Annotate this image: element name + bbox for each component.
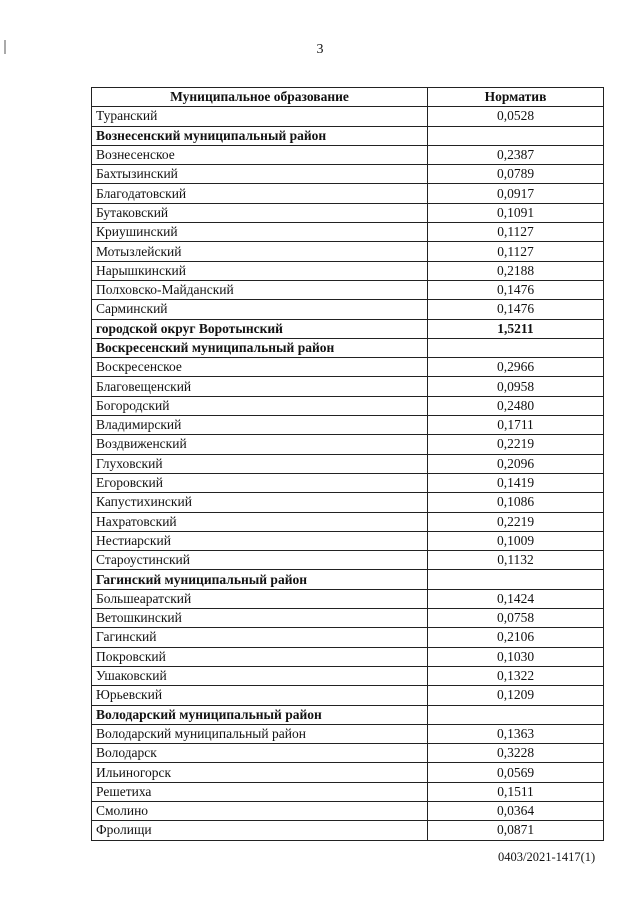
norm-value-cell: 0,2966: [428, 358, 604, 377]
norm-value-cell: 0,0528: [428, 107, 604, 126]
table-row: [92, 165, 604, 184]
norm-value-cell: 0,1030: [428, 647, 604, 666]
municipality-name-cell: Капустихинский: [92, 493, 428, 512]
table-row: [92, 416, 604, 435]
table-row: [92, 763, 604, 782]
table-section-row: [92, 570, 604, 589]
norm-value-cell: 0,2106: [428, 628, 604, 647]
norm-value-cell: 0,1424: [428, 589, 604, 608]
municipality-name-cell: Гагинский: [92, 628, 428, 647]
municipality-name-cell: Вознесенский муниципальный район: [92, 126, 428, 145]
norm-value-cell: 0,1476: [428, 280, 604, 299]
table-section-row: [92, 126, 604, 145]
norm-value-cell: 0,1363: [428, 724, 604, 743]
table-row: [92, 589, 604, 608]
norm-value-cell: 0,0917: [428, 184, 604, 203]
page-number: 3: [316, 42, 324, 57]
column-header-municipality: Муниципальное образование: [92, 88, 428, 107]
municipality-name-cell: Староустинский: [92, 551, 428, 570]
norm-value-cell: 0,0958: [428, 377, 604, 396]
table-row: [92, 686, 604, 705]
municipality-name-cell: Нестиарский: [92, 531, 428, 550]
table-row: [92, 454, 604, 473]
municipality-name-cell: Нарышкинский: [92, 261, 428, 280]
document-code: 0403/2021-1417(1): [498, 850, 596, 864]
municipality-name-cell: Бахтызинский: [92, 165, 428, 184]
table-row: [92, 512, 604, 531]
column-header-norm: Норматив: [428, 88, 604, 107]
municipality-name-cell: Вознесенское: [92, 145, 428, 164]
municipality-name-cell: Благодатовский: [92, 184, 428, 203]
municipality-name-cell: городской округ Воротынский: [92, 319, 428, 338]
table-header-row: [92, 88, 604, 107]
norm-value-cell: 0,1322: [428, 666, 604, 685]
municipality-name-cell: Сарминский: [92, 300, 428, 319]
norm-value-cell: [428, 338, 604, 357]
table-row: [92, 261, 604, 280]
table-section-row: [92, 705, 604, 724]
municipality-name-cell: Туранский: [92, 107, 428, 126]
municipality-name-cell: Володарский муниципальный район: [92, 724, 428, 743]
table-body: [92, 107, 604, 840]
table-row: [92, 744, 604, 763]
municipality-name-cell: Воздвиженский: [92, 435, 428, 454]
table-row: [92, 647, 604, 666]
municipality-name-cell: Володарский муниципальный район: [92, 705, 428, 724]
table-row: [92, 628, 604, 647]
norm-value-cell: 0,2188: [428, 261, 604, 280]
municipality-name-cell: Полховско-Майданский: [92, 280, 428, 299]
norm-value-cell: 0,1209: [428, 686, 604, 705]
table-row: [92, 203, 604, 222]
norm-value-cell: 0,2387: [428, 145, 604, 164]
table-row: [92, 551, 604, 570]
municipality-name-cell: Бутаковский: [92, 203, 428, 222]
municipality-name-cell: Криушинский: [92, 223, 428, 242]
table-row: [92, 300, 604, 319]
municipality-name-cell: Смолино: [92, 801, 428, 820]
municipality-name-cell: Гагинский муниципальный район: [92, 570, 428, 589]
norm-table: [91, 87, 604, 841]
norm-value-cell: 0,1086: [428, 493, 604, 512]
table-row: [92, 782, 604, 801]
norm-value-cell: 0,2480: [428, 396, 604, 415]
municipality-name-cell: Ветошкинский: [92, 609, 428, 628]
table-row: [92, 435, 604, 454]
table-row: [92, 666, 604, 685]
table-row: [92, 280, 604, 299]
norm-value-cell: 0,0789: [428, 165, 604, 184]
municipality-name-cell: Ильиногорск: [92, 763, 428, 782]
municipality-name-cell: Глуховский: [92, 454, 428, 473]
norm-value-cell: 0,1009: [428, 531, 604, 550]
norm-value-cell: 0,1091: [428, 203, 604, 222]
table-row: [92, 801, 604, 820]
table-row: [92, 223, 604, 242]
table-row: [92, 184, 604, 203]
norm-value-cell: 0,1132: [428, 551, 604, 570]
norm-value-cell: 0,1419: [428, 473, 604, 492]
norm-value-cell: 0,1511: [428, 782, 604, 801]
municipality-name-cell: Благовещенский: [92, 377, 428, 396]
norm-value-cell: 0,0569: [428, 763, 604, 782]
norm-value-cell: 0,3228: [428, 744, 604, 763]
table-row: [92, 609, 604, 628]
norm-value-cell: 0,0364: [428, 801, 604, 820]
municipality-name-cell: Нахратовский: [92, 512, 428, 531]
municipality-name-cell: Воскресенское: [92, 358, 428, 377]
table-section-row: [92, 319, 604, 338]
norm-value-cell: 0,1127: [428, 223, 604, 242]
municipality-name-cell: Фролищи: [92, 821, 428, 840]
municipality-name-cell: Решетиха: [92, 782, 428, 801]
municipality-name-cell: Володарск: [92, 744, 428, 763]
municipality-name-cell: Воскресенский муниципальный район: [92, 338, 428, 357]
norm-value-cell: 0,1476: [428, 300, 604, 319]
table-row: [92, 396, 604, 415]
norm-value-cell: [428, 126, 604, 145]
norm-value-cell: 1,5211: [428, 319, 604, 338]
table-row: [92, 358, 604, 377]
table-section-row: [92, 338, 604, 357]
norm-value-cell: [428, 570, 604, 589]
norm-value-cell: 0,0758: [428, 609, 604, 628]
table-row: [92, 724, 604, 743]
municipality-name-cell: Егоровский: [92, 473, 428, 492]
norm-value-cell: 0,2219: [428, 435, 604, 454]
municipality-name-cell: Владимирский: [92, 416, 428, 435]
norm-value-cell: [428, 705, 604, 724]
norm-value-cell: 0,2096: [428, 454, 604, 473]
table-row: [92, 377, 604, 396]
table-row: [92, 107, 604, 126]
municipality-name-cell: Большеаратский: [92, 589, 428, 608]
norm-value-cell: 0,2219: [428, 512, 604, 531]
norm-value-cell: 0,0871: [428, 821, 604, 840]
norm-value-cell: 0,1127: [428, 242, 604, 261]
municipality-name-cell: Ушаковский: [92, 666, 428, 685]
table-row: [92, 821, 604, 840]
municipality-name-cell: Покровский: [92, 647, 428, 666]
municipality-name-cell: Юрьевский: [92, 686, 428, 705]
table-row: [92, 473, 604, 492]
table-row: [92, 531, 604, 550]
table-row: [92, 493, 604, 512]
municipality-name-cell: Богородский: [92, 396, 428, 415]
table-row: [92, 145, 604, 164]
table-row: [92, 242, 604, 261]
municipality-name-cell: Мотызлейский: [92, 242, 428, 261]
norm-value-cell: 0,1711: [428, 416, 604, 435]
